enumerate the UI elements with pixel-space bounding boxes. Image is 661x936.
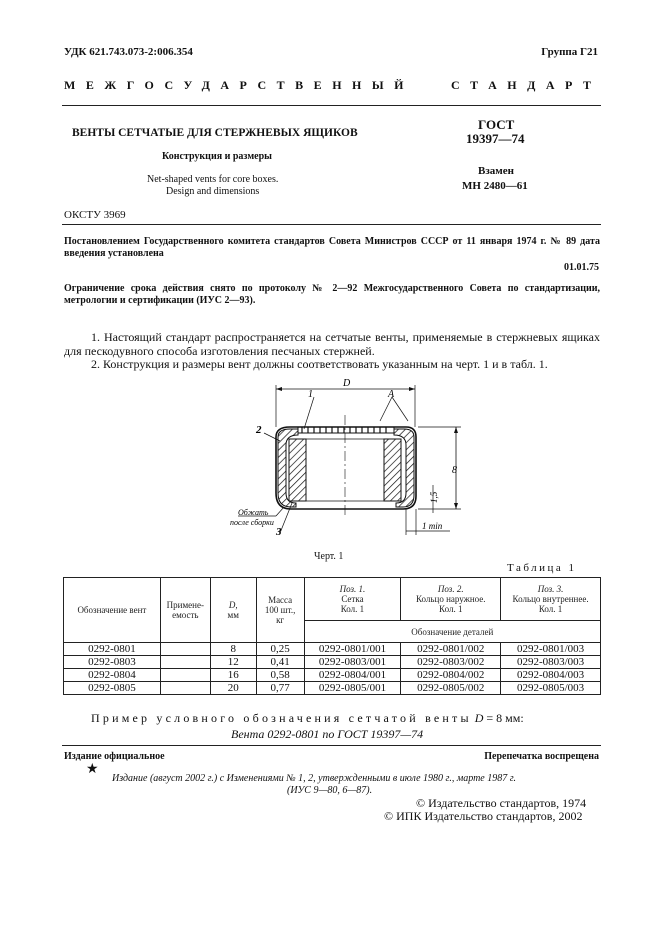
table-row: 0292-0801 8 0,25 0292-0801/001 0292-0801/002 0292-0801/003 (64, 643, 601, 656)
title-en-2: Design and dimensions (166, 186, 260, 197)
title-en-1: Net-shaped vents for core boxes. (147, 174, 279, 185)
example-line-1: Пример условного обозначения сетчатой венты D = 8 мм: (91, 711, 524, 725)
vent-drawing (230, 375, 480, 560)
paragraph-2: 2. Конструкция и размеры вент должны соответствовать указанным на черт. 1 и в табл. 1. (91, 357, 548, 371)
header-applicability: Примене- емость (160, 578, 210, 643)
group-code: Группа Г21 (541, 46, 598, 58)
example-line-2: Вента 0292-0801 по ГОСТ 19397—74 (231, 727, 424, 741)
edition-line-2: (ИУС 9—80, 6—87). (287, 785, 373, 796)
copyright-1974: © Издательство стандартов, 1974 (416, 796, 587, 810)
title-divider (62, 224, 601, 225)
replace-label: Взамен (478, 165, 514, 177)
udk-code: УДК 621.743.073-2:006.354 (64, 46, 193, 58)
table-row: 0292-0805 20 0,77 0292-0805/001 0292-0805/002 0292-0805/003 (64, 682, 601, 695)
replace-number: МН 2480—61 (462, 180, 528, 192)
title-sub: Конструкция и размеры (162, 151, 272, 162)
note-after-assembly: после сборки (230, 518, 274, 527)
banner-left: МЕЖГОСУДАРСТВЕННЫЙ (64, 78, 414, 92)
footer-divider (62, 745, 601, 746)
label-1-5: 1,5 (429, 491, 439, 503)
title-ru: ВЕНТЫ СЕТЧАТЫЕ ДЛЯ СТЕРЖНЕВЫХ ЯЩИКОВ (72, 127, 358, 139)
gost-number: 19397—74 (466, 131, 525, 146)
star-icon: ★ (86, 762, 99, 777)
figure-caption: Черт. 1 (314, 551, 344, 562)
label-height: 8 (452, 465, 457, 476)
dimensions-table (63, 577, 601, 695)
decree-text: Постановлением Государственного комитета стандартов Совета Министров СССР от 11 января 1974 г. № 89 дата введения установлена (64, 236, 600, 259)
header-pos-1: Поз. 1. Сетка Кол. 1 (304, 578, 401, 621)
note-crimp: Обжать (238, 508, 269, 517)
label-pos-3: 3 (276, 526, 282, 538)
gost-label: ГОСТ (478, 117, 515, 132)
reprint-prohibited: Перепечатка воспрещена (484, 751, 599, 762)
header-mass: Масса 100 шт., кг (256, 578, 304, 643)
table-row: 0292-0804 16 0,58 0292-0804/001 0292-0804/002 0292-0804/003 (64, 669, 601, 682)
header-pos-3: Поз. 3. Кольцо внутреннее. Кол. 1 (501, 578, 601, 621)
header-designation: Обозначение вент (64, 578, 161, 643)
header-divider (62, 105, 601, 106)
label-min: 1 min (422, 521, 443, 531)
label-d: D (343, 378, 351, 389)
header-parts: Обозначение деталей (304, 621, 600, 643)
header-pos-2: Поз. 2. Кольцо наружное. Кол. 1 (401, 578, 501, 621)
table-row: 0292-0803 12 0,41 0292-0803/001 0292-0803/002 0292-0803/003 (64, 656, 601, 669)
banner-right: СТАНДАРТ (451, 78, 602, 92)
table-caption: Таблица 1 (507, 562, 577, 574)
label-pos-1: 1 (308, 389, 313, 400)
limit-text: Ограничение срока действия снято по протоколу № 2—92 Межгосударственного Совета по стандартизации, метрологии и сертификации (ИУС 2—93). (64, 283, 600, 306)
introduction-date: 01.01.75 (564, 262, 599, 273)
header-d: D, мм (210, 578, 256, 643)
okstu-code: ОКСТУ 3969 (64, 209, 126, 221)
edition-line-1: Издание (август 2002 г.) с Изменениями № 1, 2, утвержденными в июле 1980 г., марте 1987 г. (112, 773, 516, 784)
copyright-2002: © ИПК Издательство стандартов, 2002 (384, 809, 583, 823)
label-pos-2: 2 (256, 424, 262, 436)
official-edition: Издание официальное (64, 751, 165, 762)
paragraph-1: 1. Настоящий стандарт распространяется на сетчатые венты, применяемые в стержневых ящиках для пескодувного способа изготовления песчаных стержней. (64, 330, 600, 358)
label-a: А (388, 389, 395, 400)
